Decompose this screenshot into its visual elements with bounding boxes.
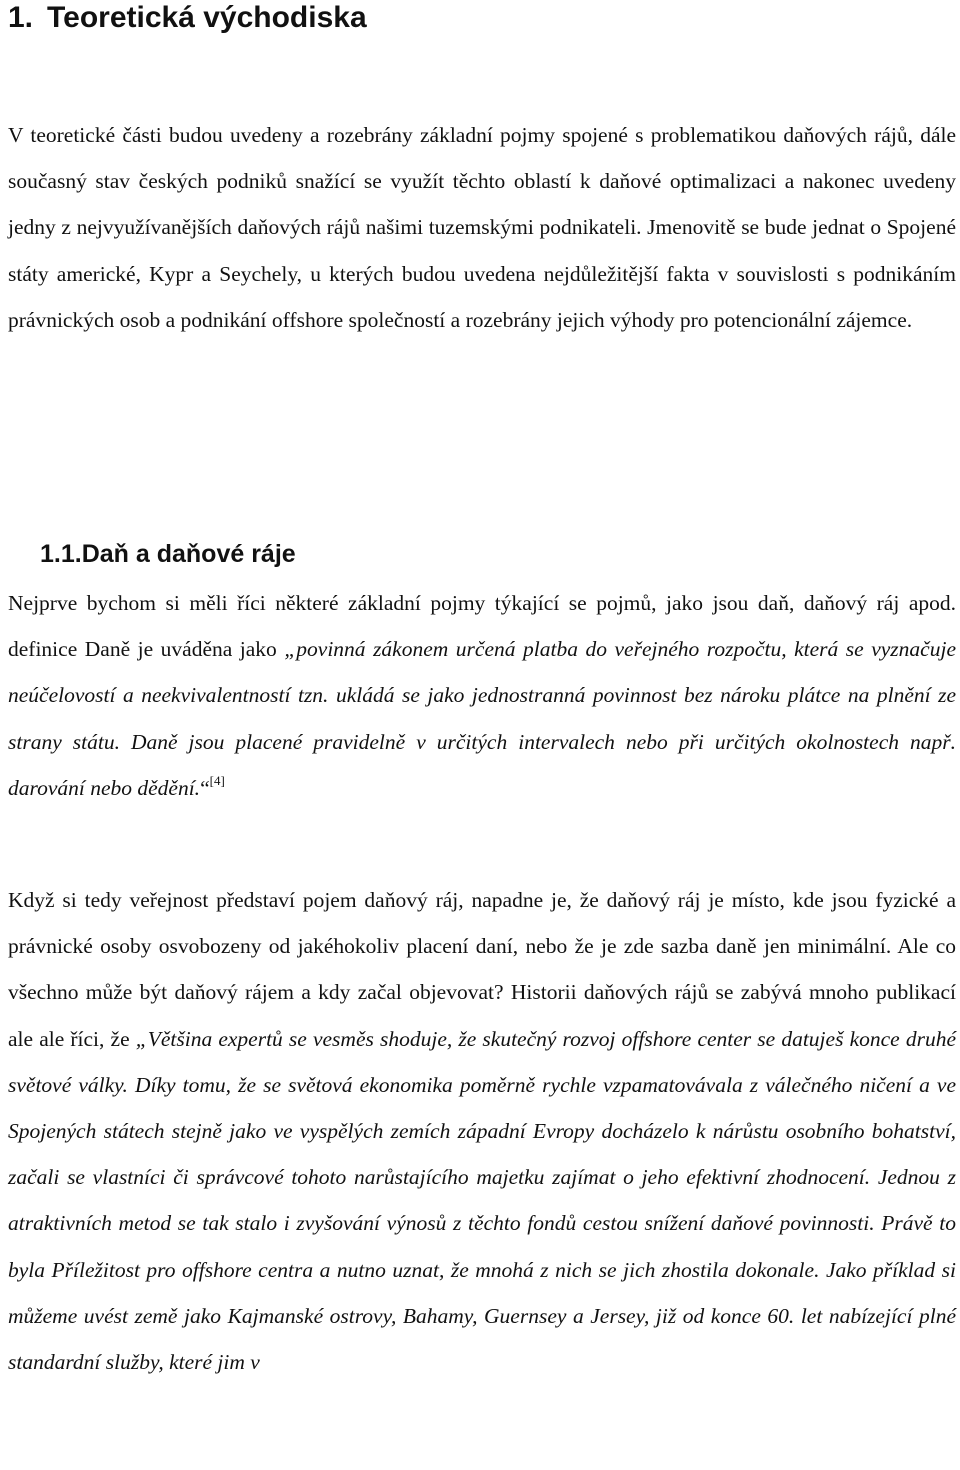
section-title: Daň a daňové ráje <box>81 540 296 568</box>
chapter-heading <box>8 0 367 36</box>
tax-haven-quote: „Většina expertů se vesměs shoduje, že skutečný rozvoj offshore center se datuješ konce druhé světové války. Díky tomu, že se světová ekonomika poměrně rychle vzpamatovávala z válečného ničení a ve Spojených státech stejně jako ve vyspělých zemích západní Evropy docházelo k nárůstu osobního bohatství, začali se vlastníci či správcové tohoto narůstajícího majetku zajímat o jeho efektivní zhodnocení. Jednou z atraktivních metod se tak stalo i zvyšování výnosů z těchto fondů cestou snížení daňové povinnosti. Právě to byla Příležitost pro offshore centra a nutno uznat, že mnohá z nich se jich zhostila dokonale. Jako příklad si můžeme uvést země jako Kajmanské ostrovy, Bahamy, Guernsey a Jersey, již od konce 60. let nabízející plné standardní služby, které jim v <box>8 1026 956 1375</box>
definition-quote: „povinná zákonem určená platba do veřejného rozpočtu, která se vyznačuje neúčelovostí a neekvivalentností tzn. ukládá se jako jednostranná povinnost bez nároku plátce na plnění ze strany státu. Daně jsou placené pravidelně v určitých intervalech nebo při určitých okolnostech např. darování nebo dědění. <box>8 637 956 800</box>
definition-paragraph <box>8 580 956 811</box>
intro-paragraph: V teoretické části budou uvedeny a rozebrány základní pojmy spojené s problematikou daňových rájů, dále současný stav českých podniků snažící se využít těchto oblastí k daňové optimalizaci a nakonec uvedeny jedny z nejvyužívanějších daňových rájů našimi tuzemskými podnikateli. Jmenovitě se bude jednat o Spojené státy americké, Kypr a Seychely, u kterých budou uvedena nejdůležitější fakta v souvislosti s podnikáním právnických osob a podnikání offshore společností a rozebrány jejich výhody pro potencionální zájemce. <box>8 123 956 332</box>
definition-lead: Nejprve bychom si měli říci některé základní pojmy týkající se pojmů, jako jsou daň, daňový ráj apod. definice Daně je uváděna jako <box>8 591 956 662</box>
citation-ref: [4] <box>209 772 225 788</box>
chapter-number: 1. <box>8 1 34 34</box>
section-heading <box>40 536 296 572</box>
tax-haven-paragraph <box>8 877 956 1385</box>
tax-haven-lead: Když si tedy veřejnost představí pojem daňový ráj, napadne je, že daňový ráj je místo, kde jsou fyzické a právnické osoby osvobozeny od jakéhokoliv placení daní, nebo že je zde sazba daně jen minimální. Ale co všechno může být daňový rájem a kdy začal objevovat? Historii daňových rájů se zabývá mnoho publikací ale ale říci, že <box>8 888 956 1051</box>
chapter-title: Teoretická východiska <box>47 1 367 34</box>
definition-quote-close: “ <box>200 775 210 800</box>
section-number: 1.1. <box>40 540 82 568</box>
